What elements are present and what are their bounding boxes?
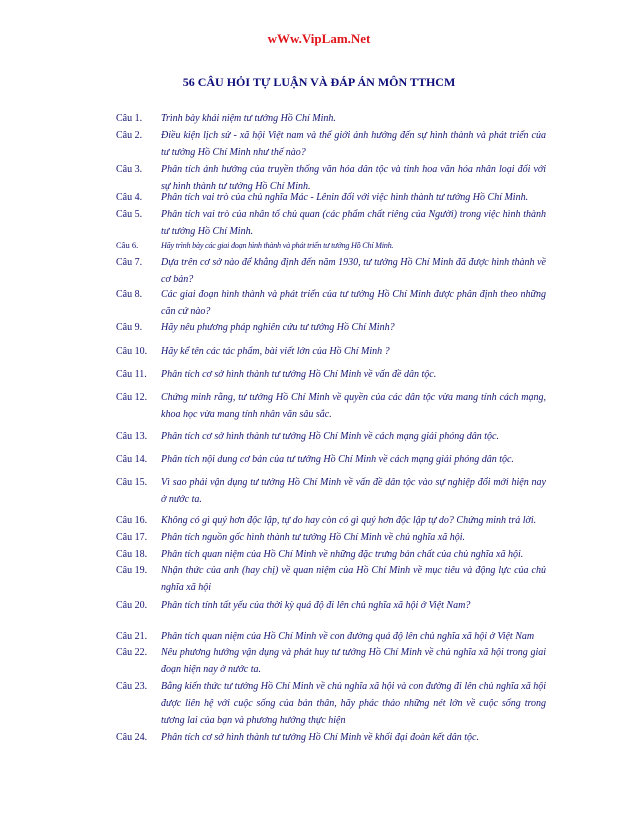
question-item xyxy=(116,729,546,746)
question-text: Chứng minh rằng, tư tưởng Hồ Chí Minh về quyền của các dân tộc vừa mang tính cách mạng, khoa học vừa mang tính nhân văn sâu sắc. xyxy=(161,392,546,420)
question-item xyxy=(116,546,546,563)
site-watermark: wWw.VipLam.Net xyxy=(267,31,371,46)
question-item xyxy=(116,206,546,240)
question-item xyxy=(116,110,546,127)
question-text: Phân tích cơ sở hình thành tư tưởng Hồ Chí Minh về khối đại đoàn kết dân tộc. xyxy=(161,732,479,743)
question-item xyxy=(116,286,546,320)
question-text: Phân tích cơ sở hình thành tư tưởng Hồ Chí Minh về cách mạng giải phóng dân tộc. xyxy=(161,431,499,442)
question-number: Câu 13. xyxy=(116,431,148,442)
question-item xyxy=(116,628,546,645)
question-text: Phân tích quan niệm của Hồ Chí Minh về con đường quá độ lên chủ nghĩa xã hội ở Việt Nam xyxy=(161,631,535,642)
question-text: Phân tích ảnh hưởng của truyền thống văn hóa dân tộc và tinh hoa văn hóa nhân loại đối với sự hình thành tư tưởng Hồ Chí Minh. xyxy=(161,164,546,192)
question-item xyxy=(116,474,546,508)
question-text: Không có gì quý hơn độc lập, tự do hay còn có gì quý hơn độc lập tự do? Chứng minh trả lời. xyxy=(161,515,537,526)
question-item xyxy=(116,644,546,678)
question-item xyxy=(116,366,546,383)
question-number: Câu 5. xyxy=(116,209,143,220)
question-number: Câu 6. xyxy=(116,240,139,250)
question-number: Câu 1. xyxy=(116,113,143,124)
question-text: Hãy nêu phương pháp nghiên cứu tư tưởng Hồ Chí Minh? xyxy=(161,322,395,333)
question-text: Các giai đoạn hình thành và phát triển của tư tưởng Hồ Chí Minh được phân định theo những căn cứ nào? xyxy=(161,289,546,317)
question-number: Câu 3. xyxy=(116,164,143,175)
question-number: Câu 12. xyxy=(116,392,148,403)
question-text: Phân tích tính tất yếu của thời kỳ quá độ đi lên chủ nghĩa xã hội ở Việt Nam? xyxy=(161,600,471,611)
question-item xyxy=(116,343,546,360)
question-text: Phân tích cơ sở hình thành tư tưởng Hồ Chí Minh về vấn đề dân tộc. xyxy=(161,369,437,380)
question-item xyxy=(116,237,546,254)
question-item xyxy=(116,597,546,614)
question-item xyxy=(116,189,546,206)
question-text: Phân tích vai trò của nhân tố chủ quan (các phẩm chất riêng của Người) trong việc hình thành tư tưởng Hồ Chí Minh. xyxy=(161,209,546,237)
question-text: Phân tích nội dung cơ bản của tư tưởng Hồ Chí Minh về cách mạng giải phóng dân tộc. xyxy=(161,454,514,465)
question-text: Phân tích nguồn gốc hình thành tư tưởng Hồ Chí Minh về chủ nghĩa xã hội. xyxy=(161,532,465,543)
question-number: Câu 11. xyxy=(116,369,147,380)
question-text: Bằng kiến thức tư tưởng Hồ Chí Minh về chủ nghĩa xã hội và con đường đi lên chủ nghĩa xã hội được liên hệ với cuộc sống của bản thân, hãy phác thảo những nét lớn về cuộc sống trong tương lai của bạn và phương hướng thực hiện xyxy=(161,681,546,726)
question-text: Trình bày khái niệm tư tưởng Hồ Chí Minh. xyxy=(161,113,336,124)
question-number: Câu 19. xyxy=(116,565,148,576)
question-item xyxy=(116,127,546,161)
question-number: Câu 24. xyxy=(116,732,148,743)
question-number: Câu 8. xyxy=(116,289,143,300)
question-text: Phân tích quan niệm của Hồ Chí Minh về những đặc trưng bản chất của chủ nghĩa xã hội. xyxy=(161,549,524,560)
page-title: 56 CÂU HỎI TỰ LUẬN VÀ ĐÁP ÁN MÔN TTHCM xyxy=(182,75,456,89)
question-number: Câu 7. xyxy=(116,257,143,268)
question-text: Hãy kể tên các tác phẩm, bài viết lớn của Hồ Chí Minh ? xyxy=(161,346,390,357)
question-number: Câu 17. xyxy=(116,532,148,543)
question-number: Câu 15. xyxy=(116,477,148,488)
question-number: Câu 4. xyxy=(116,192,143,203)
question-number: Câu 9. xyxy=(116,322,143,333)
question-text: Hãy trình bày các giai đoạn hình thành và phát triển tư tưởng Hồ Chí Minh. xyxy=(161,241,394,250)
question-item xyxy=(116,512,546,529)
question-item xyxy=(116,319,546,336)
question-number: Câu 20. xyxy=(116,600,148,611)
question-text: Phân tích vai trò của chủ nghĩa Mác - Lênin đối với việc hình thành tư tưởng Hồ Chí Minh. xyxy=(161,192,529,203)
question-item xyxy=(116,254,546,288)
question-text: Nêu phương hướng vận dụng và phát huy tư tưởng Hồ Chí Minh về chủ nghĩa xã hội trong giai đoạn hiện nay ở nước ta. xyxy=(161,647,546,675)
question-item xyxy=(116,451,546,468)
question-number: Câu 18. xyxy=(116,549,148,560)
question-number: Câu 14. xyxy=(116,454,148,465)
question-text: Vì sao phải vận dụng tư tưởng Hồ Chí Minh về vấn đề dân tộc vào sự nghiệp đổi mới hiện nay ở nước ta. xyxy=(161,477,546,505)
question-text: Điều kiện lịch sử - xã hội Việt nam và thế giới ảnh hưởng đến sự hình thành và phát triển của tư tưởng Hồ Chí Minh như thế nào? xyxy=(161,130,546,158)
question-item xyxy=(116,529,546,546)
question-number: Câu 16. xyxy=(116,515,148,526)
question-number: Câu 21. xyxy=(116,631,148,642)
question-number: Câu 22. xyxy=(116,647,148,658)
question-item xyxy=(116,562,546,596)
question-number: Câu 2. xyxy=(116,130,143,141)
question-number: Câu 23. xyxy=(116,681,148,692)
question-number: Câu 10. xyxy=(116,346,148,357)
question-text: Nhận thức của anh (hay chị) về quan niệm của Hồ Chí Minh về mục tiêu và động lực của chủ nghĩa xã hội xyxy=(161,565,546,593)
question-item xyxy=(116,428,546,445)
question-item xyxy=(116,678,546,729)
question-item xyxy=(116,389,546,423)
question-text: Dựa trên cơ sở nào để khẳng định đến năm 1930, tư tưởng Hồ Chí Minh đã được hình thành về cơ bản? xyxy=(161,257,546,285)
